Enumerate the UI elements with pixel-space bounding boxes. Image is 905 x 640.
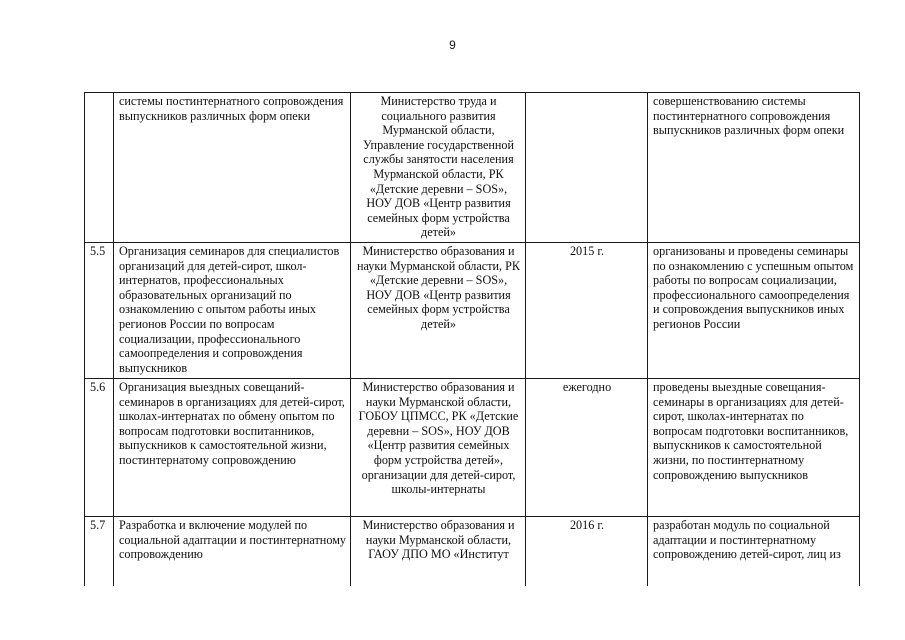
activity-cell: Разработка и включение модулей по социальной адаптации и постинтернатному сопровождению	[114, 517, 351, 587]
page-bottom-margin	[0, 586, 905, 640]
table-row	[85, 379, 860, 517]
row-number: 5.6	[85, 379, 114, 517]
result-cell: проведены выездные совещания-семинары в организациях для детей-сирот, школах-интернатах по вопросам подготовки воспитанников, выпускников к самостоятельной жизни, по постинтернатному сопровождению выпускников	[648, 379, 860, 517]
term-cell	[526, 93, 648, 243]
table-row	[85, 517, 860, 587]
row-number	[85, 93, 114, 243]
activity-cell: системы постинтернатного сопровождения выпускников различных форм опеки	[114, 93, 351, 243]
result-cell: организованы и проведены семинары по ознакомлению с успешным опытом работы по вопросам социализации, профессионального самоопределения и сопровождения выпускников иных регионов России	[648, 243, 860, 379]
executors-cell: Министерство образования и науки Мурманской области, РК «Детские деревни – SOS», НОУ ДОВ «Центр развития семейных форм устройства детей»	[351, 243, 526, 379]
activity-cell: Организация выездных совещаний-семинаров в организациях для детей-сирот, школах-интернатах по обмену опытом по вопросам подготовки воспитанников, выпускников к самостоятельной жизни, постинтернатому сопровождению	[114, 379, 351, 517]
table-row	[85, 243, 860, 379]
executors-cell: Министерство труда и социального развития Мурманской области, Управление государственной службы занятости населения Мурманской области, РК «Детские деревни – SOS», НОУ ДОВ «Центр развития семейных форм устройства детей»	[351, 93, 526, 243]
term-cell: 2016 г.	[526, 517, 648, 587]
term-cell: ежегодно	[526, 379, 648, 517]
row-number: 5.5	[85, 243, 114, 379]
table-row	[85, 93, 860, 243]
result-cell: разработан модуль по социальной адаптации и постинтернатному сопровождению детей-сирот, лиц из	[648, 517, 860, 587]
page-number: 9	[449, 38, 456, 52]
action-plan-table	[84, 92, 860, 587]
executors-cell: Министерство образования и науки Мурманской области, ГОБОУ ЦПМСС, РК «Детские деревни – SOS», НОУ ДОВ «Центр развития семейных форм устройства детей», организации для детей-сирот, школы-интернаты	[351, 379, 526, 517]
activity-cell: Организация семинаров для специалистов организаций для детей-сирот, школ-интернатов, профессиональных образовательных организаций по ознакомлению с опытом работы иных регионов России по вопросам социализации, профессионального самоопределения и сопровождения выпускников	[114, 243, 351, 379]
result-cell: совершенствованию системы постинтернатного сопровождения выпускников различных форм опеки	[648, 93, 860, 243]
executors-cell: Министерство образования и науки Мурманской области, ГАОУ ДПО МО «Институт	[351, 517, 526, 587]
row-number: 5.7	[85, 517, 114, 587]
term-cell: 2015 г.	[526, 243, 648, 379]
